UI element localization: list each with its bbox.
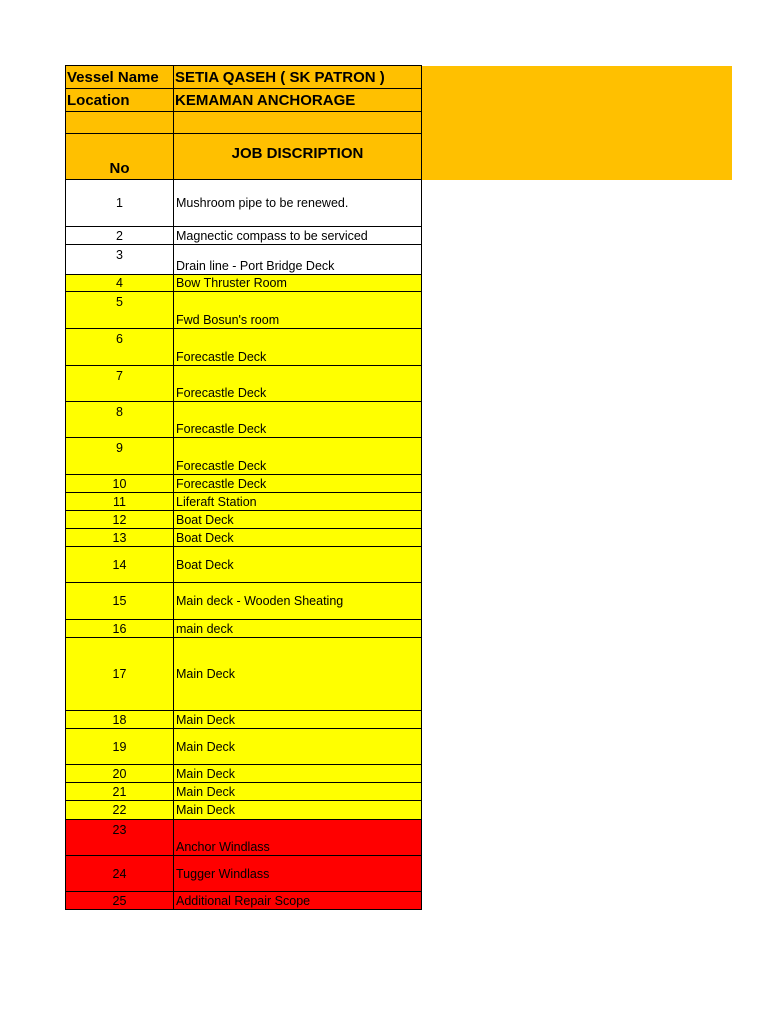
job-description-cell: Additional Repair Scope xyxy=(174,892,422,910)
job-row xyxy=(66,620,422,638)
job-row xyxy=(66,801,422,820)
job-row xyxy=(66,783,422,801)
job-number-cell: 21 xyxy=(66,783,174,801)
vessel-label: Vessel Name xyxy=(66,66,174,89)
job-description-cell: Boat Deck xyxy=(174,529,422,547)
job-rows xyxy=(66,180,422,910)
job-row xyxy=(66,547,422,583)
job-description-cell: Forecastle Deck xyxy=(174,475,422,493)
job-row xyxy=(66,329,422,366)
job-number-cell: 18 xyxy=(66,711,174,729)
job-description-cell: Boat Deck xyxy=(174,547,422,583)
job-row xyxy=(66,638,422,711)
job-description-cell: Forecastle Deck xyxy=(174,366,422,402)
job-description-cell: Main deck - Wooden Sheating xyxy=(174,583,422,620)
job-sheet-table xyxy=(65,65,422,910)
job-row xyxy=(66,511,422,529)
job-number-cell: 15 xyxy=(66,583,174,620)
job-description-cell: Liferaft Station xyxy=(174,493,422,511)
job-row xyxy=(66,493,422,511)
column-header-row xyxy=(66,134,422,180)
job-row xyxy=(66,402,422,438)
job-number-cell: 9 xyxy=(66,438,174,475)
job-row xyxy=(66,765,422,783)
no-column-header: No xyxy=(66,134,174,180)
job-row xyxy=(66,820,422,856)
job-row xyxy=(66,711,422,729)
location-value: KEMAMAN ANCHORAGE xyxy=(174,89,422,112)
job-description-cell: Main Deck xyxy=(174,801,422,820)
job-description-cell: Magnectic compass to be serviced xyxy=(174,227,422,245)
job-description-cell: Anchor Windlass xyxy=(174,820,422,856)
vessel-row xyxy=(66,66,422,89)
job-row xyxy=(66,180,422,227)
job-number-cell: 4 xyxy=(66,275,174,292)
job-number-cell: 12 xyxy=(66,511,174,529)
job-description-cell: Main Deck xyxy=(174,711,422,729)
job-description-cell: Fwd Bosun's room xyxy=(174,292,422,329)
job-row xyxy=(66,729,422,765)
job-row xyxy=(66,366,422,402)
job-row xyxy=(66,275,422,292)
job-description-cell: Main Deck xyxy=(174,783,422,801)
job-number-cell: 22 xyxy=(66,801,174,820)
job-number-cell: 20 xyxy=(66,765,174,783)
job-row xyxy=(66,856,422,892)
location-row xyxy=(66,89,422,112)
job-number-cell: 24 xyxy=(66,856,174,892)
job-row xyxy=(66,583,422,620)
job-description-cell: Mushroom pipe to be renewed. xyxy=(174,180,422,227)
job-description-cell: Main Deck xyxy=(174,765,422,783)
job-description-cell: Boat Deck xyxy=(174,511,422,529)
blank-cell xyxy=(66,112,174,134)
job-number-cell: 7 xyxy=(66,366,174,402)
job-number-cell: 16 xyxy=(66,620,174,638)
header-fill-band xyxy=(421,66,732,180)
job-number-cell: 25 xyxy=(66,892,174,910)
job-number-cell: 6 xyxy=(66,329,174,366)
job-description-cell: Main Deck xyxy=(174,638,422,711)
job-description-cell: Forecastle Deck xyxy=(174,438,422,475)
blank-header-row xyxy=(66,112,422,134)
job-description-cell: Drain line - Port Bridge Deck xyxy=(174,245,422,275)
job-column-header: JOB DISCRIPTION xyxy=(174,134,422,180)
job-number-cell: 5 xyxy=(66,292,174,329)
job-description-cell: Forecastle Deck xyxy=(174,329,422,366)
job-number-cell: 8 xyxy=(66,402,174,438)
job-row xyxy=(66,245,422,275)
job-number-cell: 2 xyxy=(66,227,174,245)
job-row xyxy=(66,475,422,493)
job-row xyxy=(66,438,422,475)
job-number-cell: 19 xyxy=(66,729,174,765)
job-number-cell: 3 xyxy=(66,245,174,275)
job-description-cell: Main Deck xyxy=(174,729,422,765)
job-number-cell: 23 xyxy=(66,820,174,856)
job-number-cell: 17 xyxy=(66,638,174,711)
job-number-cell: 14 xyxy=(66,547,174,583)
job-number-cell: 1 xyxy=(66,180,174,227)
blank-cell xyxy=(174,112,422,134)
location-label: Location xyxy=(66,89,174,112)
job-row xyxy=(66,227,422,245)
job-description-cell: Bow Thruster Room xyxy=(174,275,422,292)
job-description-cell: Tugger Windlass xyxy=(174,856,422,892)
job-row xyxy=(66,892,422,910)
job-description-cell: Forecastle Deck xyxy=(174,402,422,438)
job-row xyxy=(66,529,422,547)
job-number-cell: 13 xyxy=(66,529,174,547)
job-row xyxy=(66,292,422,329)
job-number-cell: 10 xyxy=(66,475,174,493)
job-description-cell: main deck xyxy=(174,620,422,638)
job-number-cell: 11 xyxy=(66,493,174,511)
vessel-value: SETIA QASEH ( SK PATRON ) xyxy=(174,66,422,89)
